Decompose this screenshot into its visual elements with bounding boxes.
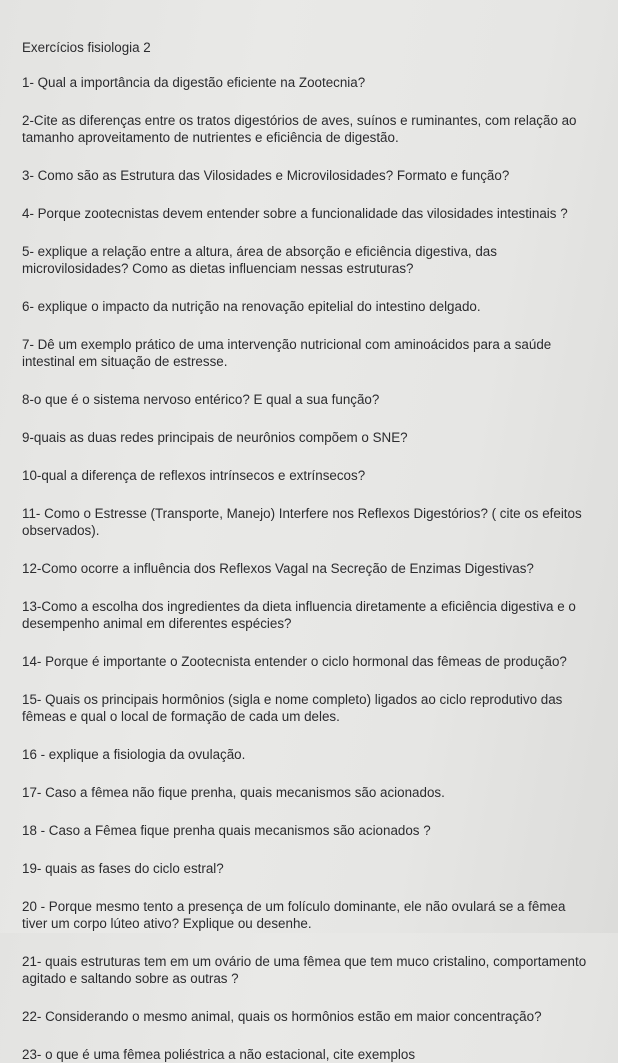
question-18: 18 - Caso a Fêmea fique prenha quais mecanismos são acionados ? [22,823,431,838]
question-10: 10-qual a diferença de reflexos intrínsecos e extrínsecos? [22,468,366,483]
question-23: 23- o que é uma fêmea poliéstrica a não estacional, cite exemplos [22,1047,416,1062]
question-1: 1- Qual a importância da digestão eficiente na Zootecnia? [22,75,366,90]
question-11: 11- Como o Estresse (Transporte, Manejo) Interfere nos Reflexos Digestórios? ( cite os efeitos observados). [22,506,582,538]
question-6: 6- explique o impacto da nutrição na renovação epitelial do intestino delgado. [22,299,481,314]
question-19: 19- quais as fases do ciclo estral? [22,861,224,876]
question-15: 15- Quais os principais hormônios (sigla e nome completo) ligados ao ciclo reprodutivo das fêmeas e qual o local de formação de cada um deles. [22,692,563,724]
question-14: 14- Porque é importante o Zootecnista entender o ciclo hormonal das fêmeas de produção? [22,654,567,669]
question-16: 16 - explique a fisiologia da ovulação. [22,747,246,762]
question-5: 5- explique a relação entre a altura, área de absorção e eficiência digestiva, das microvilosidades? Como as dietas influenciam nessas estruturas? [22,244,497,276]
question-20: 20 - Porque mesmo tento a presença de um folículo dominante, ele não ovulará se a fêmea tiver um corpo lúteo ativo? Explique ou desenhe. [22,899,566,931]
question-21: 21- quais estruturas tem em um ovário de uma fêmea que tem muco cristalino, comportamento agitado e saltando sobre as outras ? [22,954,587,986]
document-title: Exercícios fisiologia 2 [22,40,151,55]
question-9: 9-quais as duas redes principais de neurônios compõem o SNE? [22,430,408,445]
question-17: 17- Caso a fêmea não fique prenha, quais mecanismos são acionados. [22,785,445,800]
question-13: 13-Como a escolha dos ingredientes da dieta influencia diretamente a eficiência digestiva e o desempenho animal em diferentes espécies? [22,599,576,631]
question-12: 12-Como ocorre a influência dos Reflexos Vagal na Secreção de Enzimas Digestivas? [22,561,534,576]
question-2: 2-Cite as diferenças entre os tratos digestórios de aves, suínos e ruminantes, com relação ao tamanho aproveitamento de nutrientes e eficiência de digestão. [22,113,577,145]
question-22: 22- Considerando o mesmo animal, quais os hormônios estão em maior concentração? [22,1009,542,1024]
question-3: 3- Como são as Estrutura das Vilosidades e Microvilosidades? Formato e função? [22,168,510,183]
question-8: 8-o que é o sistema nervoso entérico? E qual a sua função? [22,392,380,407]
question-4: 4- Porque zootecnistas devem entender sobre a funcionalidade das vilosidades intestinais ? [22,206,568,221]
question-7: 7- Dê um exemplo prático de uma intervenção nutricional com aminoácidos para a saúde intestinal em situação de estresse. [22,337,552,369]
